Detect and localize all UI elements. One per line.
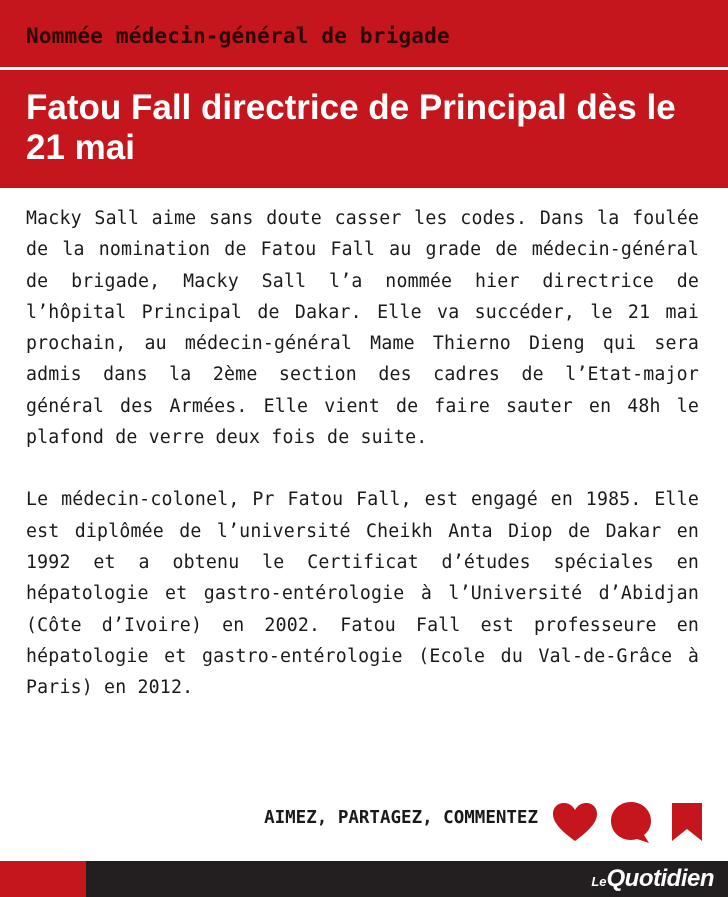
footer-accent — [0, 861, 86, 897]
paragraph-2: Le médecin-colonel, Pr Fatou Fall, est engagé en 1985. Elle est diplômée de l’université Cheikh Anta Diop de Dakar en 1992 et a obtenu le Certificat d’études spéciales en hépatologie et gastro-entérologie à l’Université d’Abidjan (Côte d’Ivoire) en 2002. Fatou Fall est professeure en hépatologie et gastro-entérologie (Ecole du Val-de-Grâce à Paris) en 2012. — [26, 489, 699, 699]
article-body — [26, 203, 699, 703]
heart-icon[interactable] — [552, 802, 598, 842]
le-quotidien-logo — [591, 865, 714, 893]
social-cta: AIMEZ, PARTAGEZ, COMMENTEZ — [264, 808, 538, 828]
article-title: Fatou Fall directrice de Principal dès le 21 mai — [26, 88, 676, 167]
comment-icon[interactable] — [608, 800, 654, 844]
logo-name: Quotidien — [606, 865, 714, 892]
paragraph-1: Macky Sall aime sans doute casser les codes. Dans la foulée de la nomination de Fatou Fall au grade de médecin-général de brigade, Macky Sall l’a nommée hier directrice de l’hôpital Principal de Dakar. Elle va succéder, le 21 mai prochain, au médecin-général Mame Thierno Dieng qui sera admis dans la 2ème section des cadres de l’Etat-major général des Armées. Elle vient de faire sauter en 48h le plafond de verre deux fois de suite. — [26, 208, 699, 449]
logo-prefix: Le — [591, 874, 607, 889]
bookmark-icon[interactable] — [671, 802, 703, 842]
kicker-text: Nommée médecin-général de brigade — [26, 24, 450, 48]
